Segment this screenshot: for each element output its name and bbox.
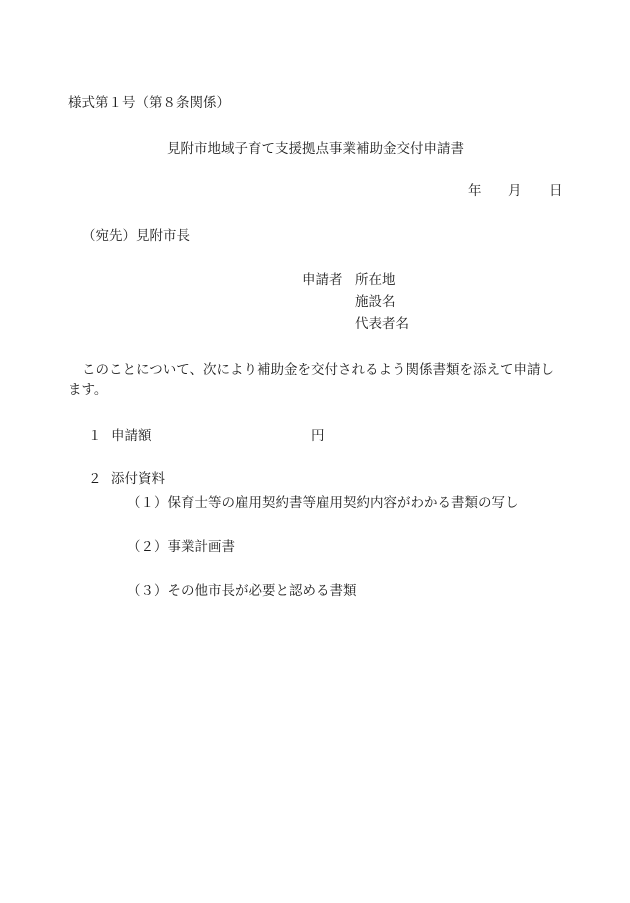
- date-year-label: 年: [468, 183, 482, 199]
- body-paragraph: このことについて、次により補助金を交付されるよう関係書類を添えて申請します。: [68, 362, 554, 398]
- addressee: （宛先）見附市長: [82, 228, 190, 244]
- item-1-label: 申請額: [111, 428, 152, 444]
- applicant-address-label: 所在地: [355, 272, 396, 288]
- applicant-representative-label: 代表者名: [355, 316, 409, 332]
- item-2-number: ２: [88, 471, 102, 487]
- item-1-number: １: [88, 428, 102, 444]
- attachment-item: （１）保育士等の雇用契約書等雇用契約内容がわかる書類の写し: [127, 495, 519, 511]
- applicant-label: 申請者: [302, 272, 343, 288]
- attachment-item: （２）事業計画書: [127, 539, 235, 555]
- item-2-label: 添付資料: [111, 471, 165, 487]
- applicant-facility-label: 施設名: [355, 294, 396, 310]
- item-1-unit: 円: [311, 428, 325, 444]
- date-month-label: 月: [508, 183, 522, 199]
- document-title: 見附市地域子育て支援拠点事業補助金交付申請書: [167, 141, 464, 157]
- date-day-label: 日: [549, 183, 563, 199]
- attachment-item: （３）その他市長が必要と認める書類: [127, 583, 357, 599]
- form-number: 様式第１号（第８条関係）: [68, 95, 230, 111]
